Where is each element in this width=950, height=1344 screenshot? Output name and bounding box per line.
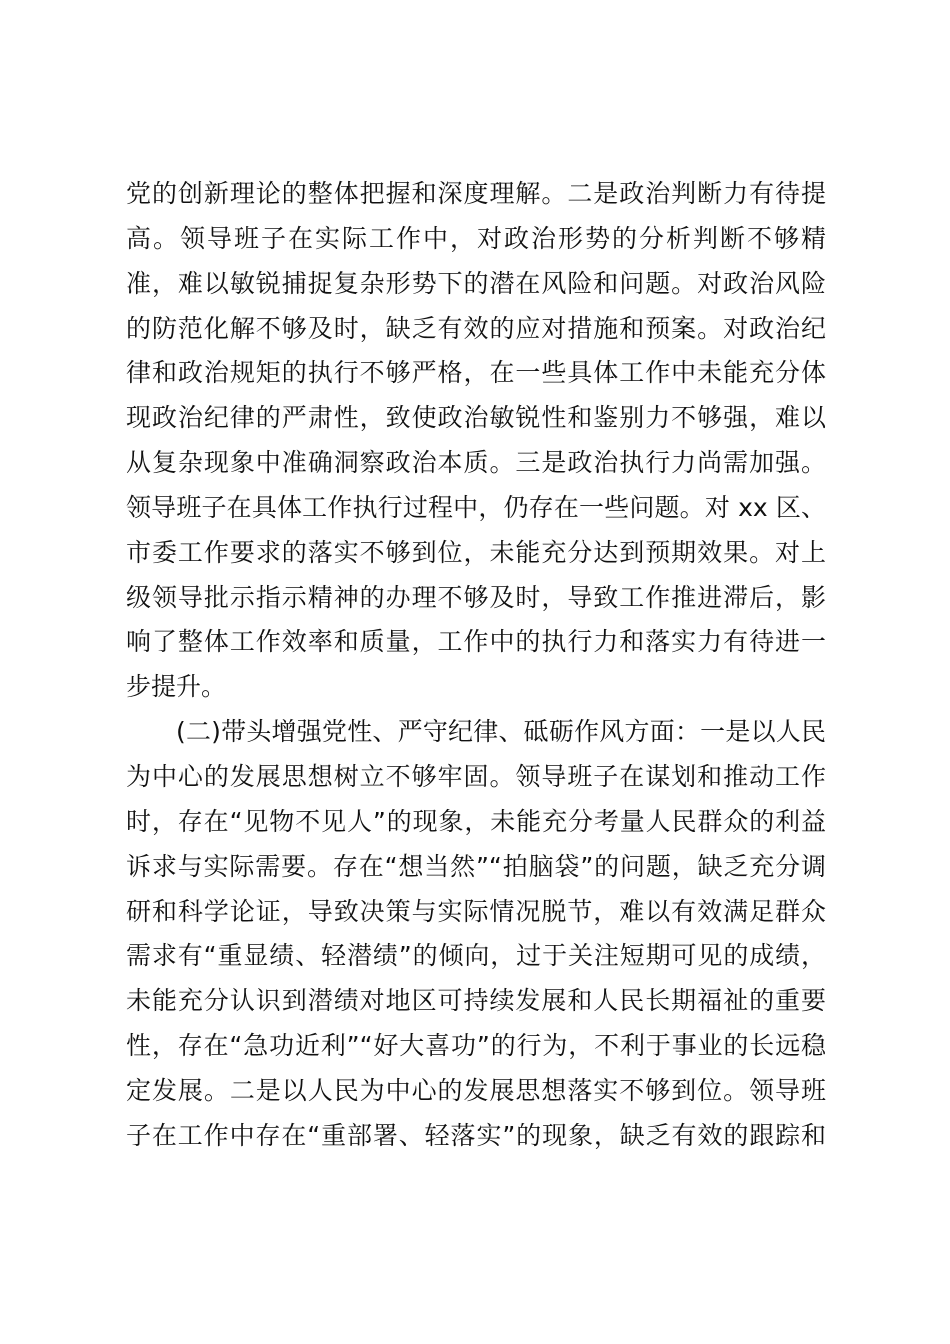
text-line: 定发展。二是以人民为中心的发展思想落实不够到位。领导班 bbox=[126, 1075, 826, 1105]
section-heading-line: (二)带头增强党性、严守纪律、砥砺作风方面：一是以人民 bbox=[176, 717, 826, 747]
text-line: 领导班子在具体工作执行过程中，仍存在一些问题。对 xx 区、 bbox=[126, 492, 826, 522]
text-line: 未能充分认识到潜绩对地区可持续发展和人民长期福祉的重要 bbox=[126, 986, 826, 1016]
text-line: 诉求与实际需要。存在“想当然”“拍脑袋”的问题，缺乏充分调 bbox=[126, 851, 826, 881]
text-line: 的防范化解不够及时，缺乏有效的应对措施和预案。对政治纪 bbox=[126, 313, 826, 343]
text-line: 性，存在“急功近利”“好大喜功”的行为，不利于事业的长远稳 bbox=[126, 1031, 826, 1061]
text-line: 为中心的发展思想树立不够牢固。领导班子在谋划和推动工作 bbox=[126, 761, 826, 791]
text-line: 步提升。 bbox=[126, 672, 227, 702]
text-line: 市委工作要求的落实不够到位，未能充分达到预期效果。对上 bbox=[126, 537, 826, 567]
text-line: 准，难以敏锐捕捉复杂形势下的潜在风险和问题。对政治风险 bbox=[126, 268, 826, 298]
text-line: 从复杂现象中准确洞察政治本质。三是政治执行力尚需加强。 bbox=[126, 448, 826, 478]
text-line: 时，存在“见物不见人”的现象，未能充分考量人民群众的利益 bbox=[126, 806, 826, 836]
text-line: 响了整体工作效率和质量，工作中的执行力和落实力有待进一 bbox=[126, 627, 826, 657]
text-line: 研和科学论证，导致决策与实际情况脱节，难以有效满足群众 bbox=[126, 896, 826, 926]
text-line: 党的创新理论的整体把握和深度理解。二是政治判断力有待提 bbox=[126, 179, 826, 208]
text-line: 需求有“重显绩、轻潜绩”的倾向，过于关注短期可见的成绩， bbox=[126, 941, 826, 971]
text-line: 级领导批示指示精神的办理不够及时，导致工作推进滞后，影 bbox=[126, 582, 826, 612]
text-line: 现政治纪律的严肃性，致使政治敏锐性和鉴别力不够强，难以 bbox=[126, 403, 826, 433]
text-line: 子在工作中存在“重部署、轻落实”的现象，缺乏有效的跟踪和 bbox=[126, 1120, 826, 1150]
body-text bbox=[126, 172, 826, 1159]
text-line: 律和政治规矩的执行不够严格，在一些具体工作中未能充分体 bbox=[126, 358, 826, 388]
text-line: 高。领导班子在实际工作中，对政治形势的分析判断不够精 bbox=[126, 223, 826, 253]
